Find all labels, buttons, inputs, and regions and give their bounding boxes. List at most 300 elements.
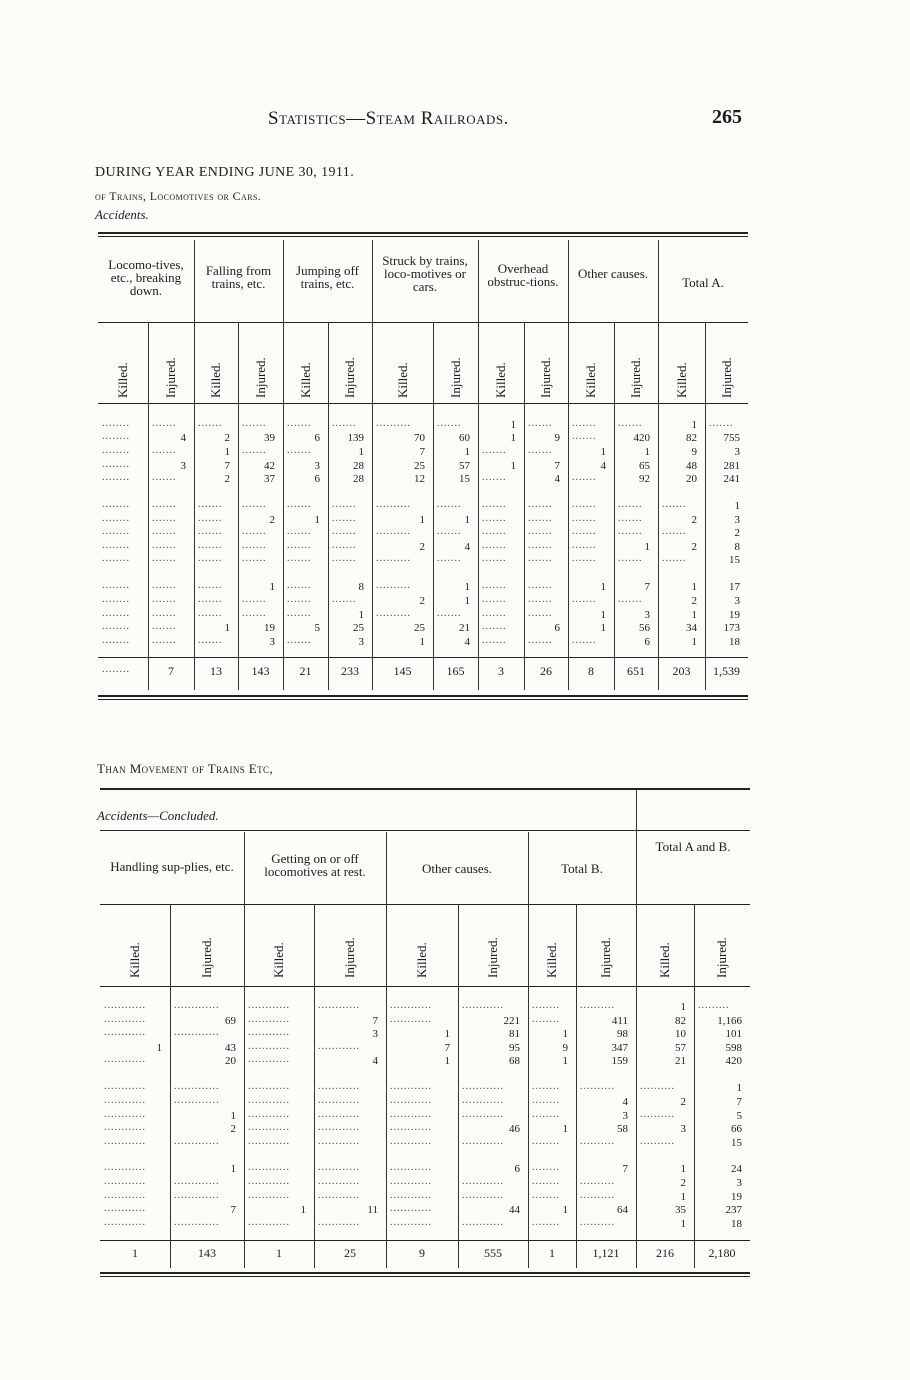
table_b-killed-header: Killed. — [271, 942, 286, 978]
table_a-leader-dots: ....... — [528, 553, 553, 564]
table_b-leader-dots: ............. — [174, 1095, 220, 1106]
table_a-leader-dots: ....... — [618, 499, 643, 510]
table_a-cell: 3 — [734, 446, 740, 458]
table_b-leader-dots: ............ — [462, 1217, 504, 1228]
table_b-leader-dots: ............ — [248, 1176, 290, 1187]
table_b-leader-dots: ............ — [462, 1095, 504, 1106]
table_a-cell: 1 — [691, 609, 697, 621]
table_b-cell: 2 — [680, 1096, 686, 1108]
table_a-cell: 2 — [691, 541, 697, 553]
table_a-injured-header: Injured. — [538, 357, 553, 398]
table_b-cell: 20 — [225, 1055, 236, 1067]
table_b-cell: 2 — [680, 1177, 686, 1189]
table_a-group-header: Other causes. — [577, 266, 649, 281]
table_b-cell: 237 — [725, 1204, 742, 1216]
table_a-cell: 6 — [314, 432, 320, 444]
table_b-cell: 3 — [736, 1177, 742, 1189]
table_b-leader-dots: ........ — [532, 1190, 560, 1201]
table_b-leader-dots: ............ — [104, 1109, 146, 1120]
table_b-rule-3 — [100, 986, 750, 987]
table_a-leader-dots: ....... — [662, 526, 687, 537]
table_b-leader-dots: ............ — [390, 1095, 432, 1106]
table_a-cell: 1 — [464, 595, 470, 607]
table_a-cell: 39 — [264, 432, 275, 444]
table_b-cell: 101 — [725, 1028, 742, 1040]
table_b-cell: 1 — [680, 1218, 686, 1230]
table_b-leader-dots: ............. — [174, 1136, 220, 1147]
table_a-killed-header: Killed. — [115, 362, 130, 398]
table_b-cell: 44 — [509, 1204, 520, 1216]
table_a-leader-dots: ....... — [152, 594, 177, 605]
table_a-leader-dots: ....... — [482, 499, 507, 510]
table_b-cell: 64 — [617, 1204, 628, 1216]
table_a-cell: 9 — [554, 432, 560, 444]
table_b-leader-dots: .......... — [580, 1081, 615, 1092]
table_b-leader-dots: .......... — [640, 1081, 675, 1092]
table_b-leader-dots: .......... — [580, 1136, 615, 1147]
table_b-leader-dots: ........ — [532, 1014, 560, 1025]
table_b-col-rule-3 — [314, 904, 315, 1268]
table_a-killed-header: Killed. — [208, 362, 223, 398]
heading-line5: Accidents—Concluded. — [97, 808, 219, 823]
table_a-cell: 1 — [358, 609, 364, 621]
table_a-leader-dots: ........ — [102, 664, 130, 675]
table_a-injured-header: Injured. — [718, 357, 734, 398]
table_b-leader-dots: ............ — [390, 1081, 432, 1092]
table_a-total-cell: 233 — [341, 664, 359, 678]
table_a-cell: 755 — [723, 432, 740, 444]
table_b-cell: 1,166 — [717, 1015, 742, 1027]
table_a-leader-dots: ....... — [332, 526, 357, 537]
table_a-leader-dots: ........ — [102, 540, 130, 551]
table_b-rule-0 — [100, 788, 750, 790]
table_a-leader-dots: ....... — [198, 608, 223, 619]
table_b-cell: 4 — [622, 1096, 628, 1108]
table_b-leader-dots: ............ — [318, 1190, 360, 1201]
table_a-injured-header: Injured. — [447, 357, 463, 398]
table_a-leader-dots: ....... — [437, 553, 462, 564]
table_a-cell: 42 — [264, 460, 275, 472]
table_a-leader-dots: ........ — [102, 459, 130, 470]
table_b-cell: 1 — [230, 1163, 236, 1175]
table_a-cell: 70 — [414, 432, 425, 444]
table_a-cell: 8 — [358, 581, 364, 593]
table_a-total-cell: 21 — [299, 664, 312, 678]
table_b-leader-dots: ............ — [390, 1217, 432, 1228]
table_a-killed-header: Killed. — [493, 362, 508, 398]
table_a-rule-0 — [98, 232, 748, 234]
table_a-leader-dots: ........ — [102, 621, 130, 632]
table_a-cell: 1 — [691, 636, 697, 648]
table_b-col-rule-8 — [636, 790, 637, 1268]
table_a-leader-dots: ....... — [482, 621, 507, 632]
table_a-leader-dots: ....... — [437, 526, 462, 537]
table_a-col-rule-3 — [238, 322, 239, 690]
table_b-cell: 7 — [444, 1042, 450, 1054]
table_a-cell: 1 — [734, 500, 740, 512]
table_a-leader-dots: .......... — [376, 608, 411, 619]
table_b-cell: 35 — [675, 1204, 686, 1216]
table_b-cell: 1 — [300, 1204, 306, 1216]
table_a-leader-dots: ....... — [618, 526, 643, 537]
table_b-cell: 3 — [372, 1028, 378, 1040]
table_b-cell: 7 — [230, 1204, 236, 1216]
table_a-cell: 2 — [269, 514, 275, 526]
table_a-leader-dots: ....... — [572, 431, 597, 442]
table_a-leader-dots: ....... — [152, 553, 177, 564]
table_a-leader-dots: ........ — [102, 580, 130, 591]
table_b-leader-dots: ........ — [532, 1109, 560, 1120]
table_b-cell: 420 — [725, 1055, 742, 1067]
table_a-total-cell: 3 — [498, 664, 504, 678]
table_a-cell: 7 — [224, 460, 230, 472]
table_a-rule-5 — [98, 695, 748, 697]
table_b-cell: 5 — [736, 1110, 742, 1122]
table_b-leader-dots: ............. — [174, 1027, 220, 1038]
table_b-leader-dots: ............ — [390, 1014, 432, 1025]
table_b-leader-dots: ............ — [248, 1109, 290, 1120]
table_a-rule-1 — [98, 236, 748, 237]
table_a-group-header: Falling from trains, etc. — [205, 263, 272, 291]
table_a-cell: 6 — [554, 622, 560, 634]
table_b-leader-dots: ............ — [104, 1203, 146, 1214]
table_b-leader-dots: ............ — [318, 1095, 360, 1106]
table_a-leader-dots: ....... — [618, 553, 643, 564]
table_a-group-header: Locomo-tives, etc., breaking down. — [108, 257, 184, 298]
table_a-leader-dots: ....... — [242, 526, 267, 537]
heading-line1: DURING YEAR ENDING JUNE 30, 1911. — [95, 165, 355, 180]
table_a-cell: 3 — [734, 595, 740, 607]
table_a-leader-dots: ........ — [102, 472, 130, 483]
table_b-killed-header: Killed. — [544, 942, 559, 978]
table_a-cell: 20 — [686, 473, 697, 485]
table_a-killed-header: Killed. — [394, 362, 410, 398]
table_a-leader-dots: ....... — [528, 594, 553, 605]
table_b-cell: 1 — [156, 1042, 162, 1054]
table_a-cell: 1 — [691, 419, 697, 431]
table_a-leader-dots: ....... — [528, 580, 553, 591]
table_a-total-cell: 145 — [393, 664, 412, 678]
table_a-leader-dots: ....... — [242, 608, 267, 619]
running-head: Statistics—Steam Railroads. — [268, 108, 509, 129]
table_b-cell: 1 — [736, 1082, 742, 1094]
table_b-leader-dots: ............ — [318, 1041, 360, 1052]
table_b-cell: 11 — [367, 1204, 378, 1216]
table_b-leader-dots: ............ — [390, 1176, 432, 1187]
table_b-leader-dots: ............ — [318, 1217, 360, 1228]
table_b-leader-dots: ............ — [248, 1122, 290, 1133]
table_a-leader-dots: ....... — [572, 540, 597, 551]
table_b-leader-dots: ............ — [104, 1176, 146, 1187]
table_a-leader-dots: ....... — [437, 608, 462, 619]
table_b-col-rule-9 — [694, 904, 695, 1268]
table_a-cell: 7 — [554, 460, 560, 472]
table_a-col-rule-6 — [372, 240, 373, 690]
table_a-leader-dots: ....... — [242, 553, 267, 564]
table_a-cell: 37 — [264, 473, 275, 485]
table_b-leader-dots: ............ — [318, 1136, 360, 1147]
table_b-group-header: Handling sup-plies, etc. — [110, 859, 234, 874]
table_a-leader-dots: ........ — [102, 526, 130, 537]
table_a-leader-dots: ....... — [437, 499, 462, 510]
table_a-leader-dots: ....... — [198, 418, 223, 429]
table_b-leader-dots: ............ — [104, 1000, 146, 1011]
table_a-group-header: Struck by trains, loco-motives or cars. — [382, 253, 468, 294]
table_a-leader-dots: .......... — [376, 499, 411, 510]
table_b-leader-dots: .......... — [640, 1136, 675, 1147]
table_a-cell: 57 — [459, 460, 470, 472]
table_b-cell: 81 — [509, 1028, 520, 1040]
table_a-leader-dots: ....... — [572, 635, 597, 646]
table_a-group-header: Overhead obstruc-tions. — [487, 261, 559, 289]
table_a-leader-dots: ....... — [198, 499, 223, 510]
table_a-cell: 56 — [639, 622, 650, 634]
table_b-cell: 98 — [617, 1028, 628, 1040]
table_b-total-cell: 1 — [549, 1246, 555, 1260]
table_a-cell: 25 — [414, 460, 425, 472]
table_a-rule-3 — [98, 403, 748, 404]
table_a-leader-dots: .......... — [376, 418, 411, 429]
table_a-leader-dots: ....... — [287, 540, 312, 551]
table_b-cell: 2 — [230, 1123, 236, 1135]
table_b-cell: 1 — [444, 1055, 450, 1067]
table_a-cell: 420 — [633, 432, 650, 444]
table_b-cell: 21 — [675, 1055, 686, 1067]
table_a-leader-dots: ....... — [242, 445, 267, 456]
table_b-leader-dots: ............ — [462, 1000, 504, 1011]
table_a-leader-dots: ....... — [198, 526, 223, 537]
table_b-killed-header: Killed. — [414, 942, 429, 978]
table_a-cell: 1 — [464, 446, 470, 458]
table_b-col-rule-4 — [386, 832, 387, 1268]
table_b-leader-dots: ............. — [174, 1190, 220, 1201]
table_a-leader-dots: ....... — [332, 540, 357, 551]
table_b-leader-dots: ........ — [532, 1217, 560, 1228]
table_a-cell: 1 — [510, 432, 516, 444]
table_b-leader-dots: ........ — [532, 1095, 560, 1106]
table_b-leader-dots: ............ — [104, 1136, 146, 1147]
table_b-total-cell: 9 — [419, 1246, 425, 1260]
table_a-leader-dots: ....... — [287, 580, 312, 591]
table_a-leader-dots: ....... — [287, 526, 312, 537]
table_b-cell: 24 — [731, 1163, 742, 1175]
table_b-leader-dots: ............ — [462, 1081, 504, 1092]
table_b-leader-dots: ........ — [532, 1162, 560, 1173]
table_b-cell: 3 — [622, 1110, 628, 1122]
table_a-cell: 65 — [639, 460, 650, 472]
table_b-cell: 10 — [675, 1028, 686, 1040]
table_a-cell: 19 — [729, 609, 740, 621]
table_b-cell: 221 — [503, 1015, 520, 1027]
table_b-leader-dots: ............ — [104, 1190, 146, 1201]
table_a-leader-dots: ....... — [662, 499, 687, 510]
table_a-leader-dots: ....... — [528, 526, 553, 537]
table_b-leader-dots: ............ — [390, 1190, 432, 1201]
table_a-killed-header: Killed. — [673, 362, 689, 398]
table_a-cell: 19 — [264, 622, 275, 634]
table_b-leader-dots: ............ — [248, 1041, 290, 1052]
table_a-leader-dots: ....... — [152, 540, 177, 551]
table_b-rule-4 — [100, 1240, 750, 1241]
table_a-leader-dots: ....... — [618, 513, 643, 524]
table_a-cell: 1 — [419, 636, 425, 648]
table_a-col-rule-9 — [524, 322, 525, 690]
table_a-cell: 15 — [729, 554, 740, 566]
table_a-cell: 34 — [686, 622, 697, 634]
table_a-leader-dots: ....... — [572, 418, 597, 429]
table_a-cell: 1 — [600, 446, 606, 458]
table_b-cell: 3 — [680, 1123, 686, 1135]
table_a-leader-dots: ....... — [198, 553, 223, 564]
table_a-leader-dots: ....... — [528, 418, 553, 429]
table_a-cell: 3 — [358, 636, 364, 648]
table_a-leader-dots: ....... — [528, 499, 553, 510]
table_b-leader-dots: ............ — [248, 1190, 290, 1201]
table_a-cell: 139 — [347, 432, 364, 444]
table_a-leader-dots: ....... — [482, 445, 507, 456]
table_b-total-cell: 2,180 — [708, 1246, 736, 1260]
table_b-leader-dots: .......... — [580, 1217, 615, 1228]
table_b-cell: 57 — [675, 1042, 686, 1054]
table_a-cell: 1 — [224, 446, 230, 458]
table_b-injured-header: Injured. — [485, 937, 500, 978]
table_b-leader-dots: ............ — [318, 1176, 360, 1187]
table_a-leader-dots: ....... — [332, 513, 357, 524]
table_a-cell: 3 — [269, 636, 275, 648]
table_b-rule-6 — [100, 1276, 750, 1277]
table_a-leader-dots: ....... — [242, 594, 267, 605]
table_b-cell: 1 — [230, 1110, 236, 1122]
table_b-cell: 95 — [509, 1042, 520, 1054]
table_a-leader-dots: ....... — [332, 553, 357, 564]
table_a-total-cell: 165 — [446, 664, 465, 678]
table_b-killed-header: Killed. — [127, 942, 142, 978]
table_b-cell: 7 — [372, 1015, 378, 1027]
table_a-leader-dots: ....... — [572, 472, 597, 483]
table_a-leader-dots: ....... — [572, 526, 597, 537]
table_b-leader-dots: ............. — [174, 1081, 220, 1092]
table_a-leader-dots: ....... — [287, 445, 312, 456]
table_a-cell: 1 — [419, 514, 425, 526]
table_a-leader-dots: ....... — [152, 526, 177, 537]
table_a-leader-dots: .......... — [376, 553, 411, 564]
table_a-killed-header: Killed. — [297, 362, 313, 398]
table_a-cell: 82 — [686, 432, 697, 444]
table_a-cell: 1 — [464, 514, 470, 526]
table_a-leader-dots: ....... — [287, 418, 312, 429]
table_b-injured-header: Injured. — [342, 937, 357, 978]
table_b-leader-dots: ............ — [248, 1162, 290, 1173]
table_a-leader-dots: ........ — [102, 431, 130, 442]
heading-line4: Than Movement of Trains Etc, — [97, 761, 274, 776]
table_b-leader-dots: ............ — [104, 1027, 146, 1038]
table_a-leader-dots: ....... — [287, 608, 312, 619]
table_b-total-cell: 216 — [656, 1246, 674, 1260]
heading-line3: Accidents. — [95, 207, 149, 222]
table_b-leader-dots: ............ — [104, 1122, 146, 1133]
table_a-leader-dots: ....... — [198, 540, 223, 551]
table_b-leader-dots: ............ — [318, 1000, 360, 1011]
table_b-leader-dots: ............ — [248, 1000, 290, 1011]
table_a-cell: 4 — [600, 460, 606, 472]
table_b-cell: 347 — [611, 1042, 628, 1054]
table_a-cell: 1 — [644, 446, 650, 458]
table_b-leader-dots: ............ — [318, 1109, 360, 1120]
table_a-cell: 28 — [353, 473, 364, 485]
table_a-cell: 1 — [358, 446, 364, 458]
table_b-cell: 1 — [680, 1163, 686, 1175]
table_b-leader-dots: .......... — [640, 1109, 675, 1120]
table_b-cell: 66 — [731, 1123, 742, 1135]
table_a-cell: 1 — [510, 419, 516, 431]
table_b-cell: 7 — [622, 1163, 628, 1175]
table_b-leader-dots: ............ — [318, 1081, 360, 1092]
table_a-cell: 4 — [554, 473, 560, 485]
table_b-killed-header: Killed. — [657, 942, 672, 978]
table_a-leader-dots: ........ — [102, 553, 130, 564]
table_b-leader-dots: .......... — [580, 1000, 615, 1011]
table_a-leader-dots: ....... — [287, 499, 312, 510]
table_b-cell: 69 — [225, 1015, 236, 1027]
table_a-cell: 8 — [734, 541, 740, 553]
table_a-leader-dots: ....... — [332, 499, 357, 510]
table_a-leader-dots: ....... — [152, 418, 177, 429]
table_a-leader-dots: ........ — [102, 418, 130, 429]
table_a-leader-dots: ....... — [152, 499, 177, 510]
table_b-leader-dots: ............. — [174, 1000, 220, 1011]
table_a-cell: 4 — [180, 432, 186, 444]
table_a-cell: 15 — [459, 473, 470, 485]
table_a-leader-dots: ....... — [287, 594, 312, 605]
table_b-cell: 411 — [611, 1015, 628, 1027]
table_a-total-cell: 143 — [251, 664, 270, 678]
table_b-col-rule-5 — [458, 904, 459, 1268]
table_b-group-header: Getting on or off locomotives at rest. — [264, 851, 366, 879]
table_b-leader-dots: ............ — [390, 1122, 432, 1133]
table_a-leader-dots: .......... — [376, 580, 411, 591]
table_b-cell: 19 — [731, 1191, 742, 1203]
table_b-leader-dots: ............ — [248, 1014, 290, 1025]
table_a-leader-dots: ....... — [198, 635, 223, 646]
table_b-cell: 15 — [731, 1137, 742, 1149]
table_a-total-cell: 1,539 — [713, 664, 740, 678]
table_b-leader-dots: ............ — [104, 1014, 146, 1025]
table_a-cell: 9 — [691, 446, 697, 458]
table_a-group-header: Jumping off trains, etc. — [296, 263, 359, 291]
table_a-col-rule-7 — [433, 322, 434, 690]
table_b-leader-dots: ........ — [532, 1000, 560, 1011]
table_a-leader-dots: ........ — [102, 635, 130, 646]
table_a-cell: 2 — [224, 473, 230, 485]
table_a-rule-4 — [98, 657, 748, 658]
table_b-leader-dots: ............ — [248, 1095, 290, 1106]
table_a-cell: 17 — [729, 581, 740, 593]
table_a-cell: 18 — [729, 636, 740, 648]
table_a-cell: 6 — [314, 473, 320, 485]
table_b-leader-dots: ........ — [532, 1136, 560, 1147]
table_a-leader-dots: ....... — [437, 418, 462, 429]
table_a-col-rule-5 — [328, 322, 329, 690]
table_b-leader-dots: .......... — [580, 1190, 615, 1201]
table_b-rule-2 — [100, 904, 750, 905]
table_b-cell: 1 — [562, 1123, 568, 1135]
table_b-leader-dots: ............ — [104, 1095, 146, 1106]
table_b-group-header: Other causes. — [421, 861, 493, 876]
table_a-cell: 1 — [464, 581, 470, 593]
page-number: 265 — [712, 106, 742, 128]
table_a-cell: 1 — [691, 581, 697, 593]
table_a-leader-dots: ....... — [709, 418, 734, 429]
